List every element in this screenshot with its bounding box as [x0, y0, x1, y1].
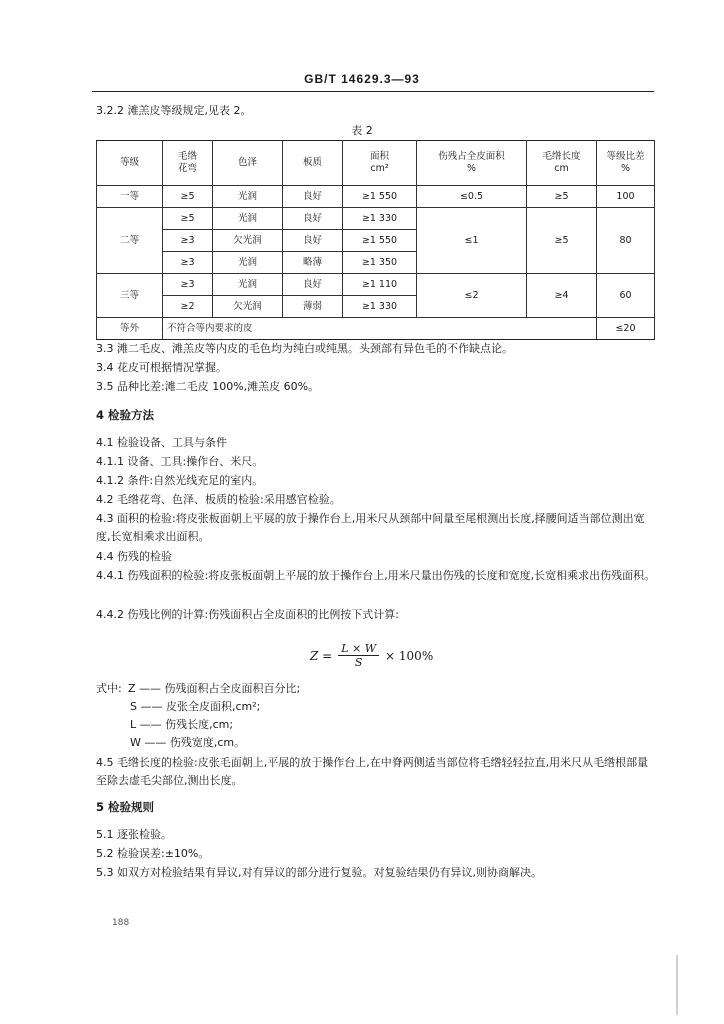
cell-grade: 三等 — [97, 274, 163, 318]
cell-damage: ≤2 — [417, 274, 527, 318]
header-board: 板质 — [283, 141, 343, 186]
cell-area: ≥1 550 — [343, 186, 417, 208]
grade-table — [96, 140, 655, 340]
section-3-4: 3.4 花皮可根据情况掌握。 — [96, 361, 227, 374]
header-length: 毛绺长度 cm — [527, 141, 597, 186]
section-4-heading: 4 检验方法 — [96, 408, 155, 422]
section-5-3: 5.3 如双方对检验结果有异议,对有异议的部分进行复验。对复验结果仍有异议,则协商解决。 — [96, 866, 542, 879]
section-4-4-2: 4.4.2 伤残比例的计算:伤残面积占全皮面积的比例按下式计算: — [96, 608, 399, 621]
header-damage: 伤残占全皮面积 % — [417, 141, 527, 186]
cell-ratio: ≤20 — [597, 318, 655, 340]
standard-code-header: GB/T 14629.3—93 — [304, 72, 420, 86]
cell-board: 良好 — [283, 274, 343, 296]
cell-board: 略薄 — [283, 252, 343, 274]
legend-s: S —— 皮张全皮面积,cm²; — [130, 700, 261, 713]
legend-l: L —— 伤残长度,cm; — [130, 718, 234, 731]
cell-ratio: 80 — [597, 208, 655, 274]
cell-length: ≥5 — [527, 208, 597, 274]
section-4-1-1: 4.1.1 设备、工具:操作台、米尺。 — [96, 455, 264, 468]
formula-fraction — [338, 642, 379, 669]
cell-grade: 等外 — [97, 318, 163, 340]
table-row — [97, 186, 655, 208]
cell-out-description: 不符合等内要求的皮 — [163, 318, 597, 340]
cell-color: 光润 — [213, 186, 283, 208]
cell-curl: ≥2 — [163, 296, 213, 318]
legend-z: Z —— 伤残面积占全皮面积百分比; — [128, 682, 301, 695]
cell-color: 光润 — [213, 208, 283, 230]
cell-area: ≥1 330 — [343, 296, 417, 318]
formula-denominator: S — [354, 656, 363, 669]
cell-area: ≥1 110 — [343, 274, 417, 296]
section-3-3: 3.3 滩二毛皮、滩羔皮等内皮的毛色均为纯白或纯黑。头颈部有异色毛的不作缺点论。 — [96, 342, 513, 355]
formula-numerator: L × W — [338, 642, 379, 656]
section-5-1: 5.1 逐张检验。 — [96, 828, 172, 841]
formula-lhs: Z = — [310, 648, 333, 663]
header-grade: 等级 — [97, 141, 163, 186]
damage-ratio-formula — [310, 642, 433, 669]
cell-area: ≥1 330 — [343, 208, 417, 230]
header-curl: 毛绺 花弯 — [163, 141, 213, 186]
cell-board: 良好 — [283, 208, 343, 230]
page-number: 188 — [112, 918, 130, 928]
table-header-row — [97, 141, 655, 186]
cell-length: ≥4 — [527, 274, 597, 318]
legend-w: W —— 伤残宽度,cm。 — [130, 736, 246, 749]
cell-curl: ≥3 — [163, 274, 213, 296]
header-rule — [92, 91, 654, 92]
header-ratio: 等级比差 % — [597, 141, 655, 186]
scan-edge-mark — [676, 955, 678, 1015]
cell-curl: ≥5 — [163, 186, 213, 208]
cell-ratio: 60 — [597, 274, 655, 318]
table-row — [97, 318, 655, 340]
table-caption: 表 2 — [351, 124, 373, 137]
section-4-4: 4.4 伤残的检验 — [96, 550, 172, 563]
cell-area: ≥1 550 — [343, 230, 417, 252]
cell-damage: ≤0.5 — [417, 186, 527, 208]
cell-color: 光润 — [213, 274, 283, 296]
cell-grade: 二等 — [97, 208, 163, 274]
table-row — [97, 274, 655, 296]
section-5-heading: 5 检验规则 — [96, 800, 155, 814]
cell-ratio: 100 — [597, 186, 655, 208]
cell-board: 良好 — [283, 230, 343, 252]
cell-curl: ≥5 — [163, 208, 213, 230]
section-4-1: 4.1 检验设备、工具与条件 — [96, 436, 227, 449]
section-5-2: 5.2 检验误差:±10%。 — [96, 847, 210, 860]
section-3-2-2: 3.2.2 滩羔皮等级规定,见表 2。 — [96, 104, 252, 117]
header-color: 色泽 — [213, 141, 283, 186]
cell-color: 光润 — [213, 252, 283, 274]
section-4-4-1: 4.4.1 伤残面积的检验:将皮张板面朝上平展的放于操作台上,用米尺量出伤残的长度和宽度,长宽相乘求出伤残面积。 — [96, 569, 656, 582]
table-row — [97, 208, 655, 230]
cell-color: 欠光润 — [213, 230, 283, 252]
cell-color: 欠光润 — [213, 296, 283, 318]
cell-board: 薄弱 — [283, 296, 343, 318]
cell-grade: 一等 — [97, 186, 163, 208]
section-4-1-2: 4.1.2 条件:自然光线充足的室内。 — [96, 474, 264, 487]
cell-curl: ≥3 — [163, 252, 213, 274]
section-3-5: 3.5 品种比差:滩二毛皮 100%,滩羔皮 60%。 — [96, 380, 320, 393]
cell-curl: ≥3 — [163, 230, 213, 252]
cell-board: 良好 — [283, 186, 343, 208]
header-area: 面积 cm² — [343, 141, 417, 186]
section-4-3: 4.3 面积的检验:将皮张板面朝上平展的放于操作台上,用米尺从颈部中间量至尾根测出长度,择腰间适当部位测出宽度,长宽相乘求出面积。 — [96, 512, 645, 543]
cell-damage: ≤1 — [417, 208, 527, 274]
section-4-2: 4.2 毛绺花弯、色泽、板质的检验:采用感官检验。 — [96, 493, 341, 506]
legend-intro: 式中: — [96, 682, 122, 695]
formula-rhs: × 100% — [385, 648, 434, 663]
cell-area: ≥1 350 — [343, 252, 417, 274]
section-4-5: 4.5 毛绺长度的检验:皮张毛面朝上,平展的放于操作台上,在中脊两侧适当部位将毛绺轻轻拉直,用米尺从毛绺根部量至除去虚毛尖部位,测出长度。 — [96, 756, 649, 787]
cell-length: ≥5 — [527, 186, 597, 208]
